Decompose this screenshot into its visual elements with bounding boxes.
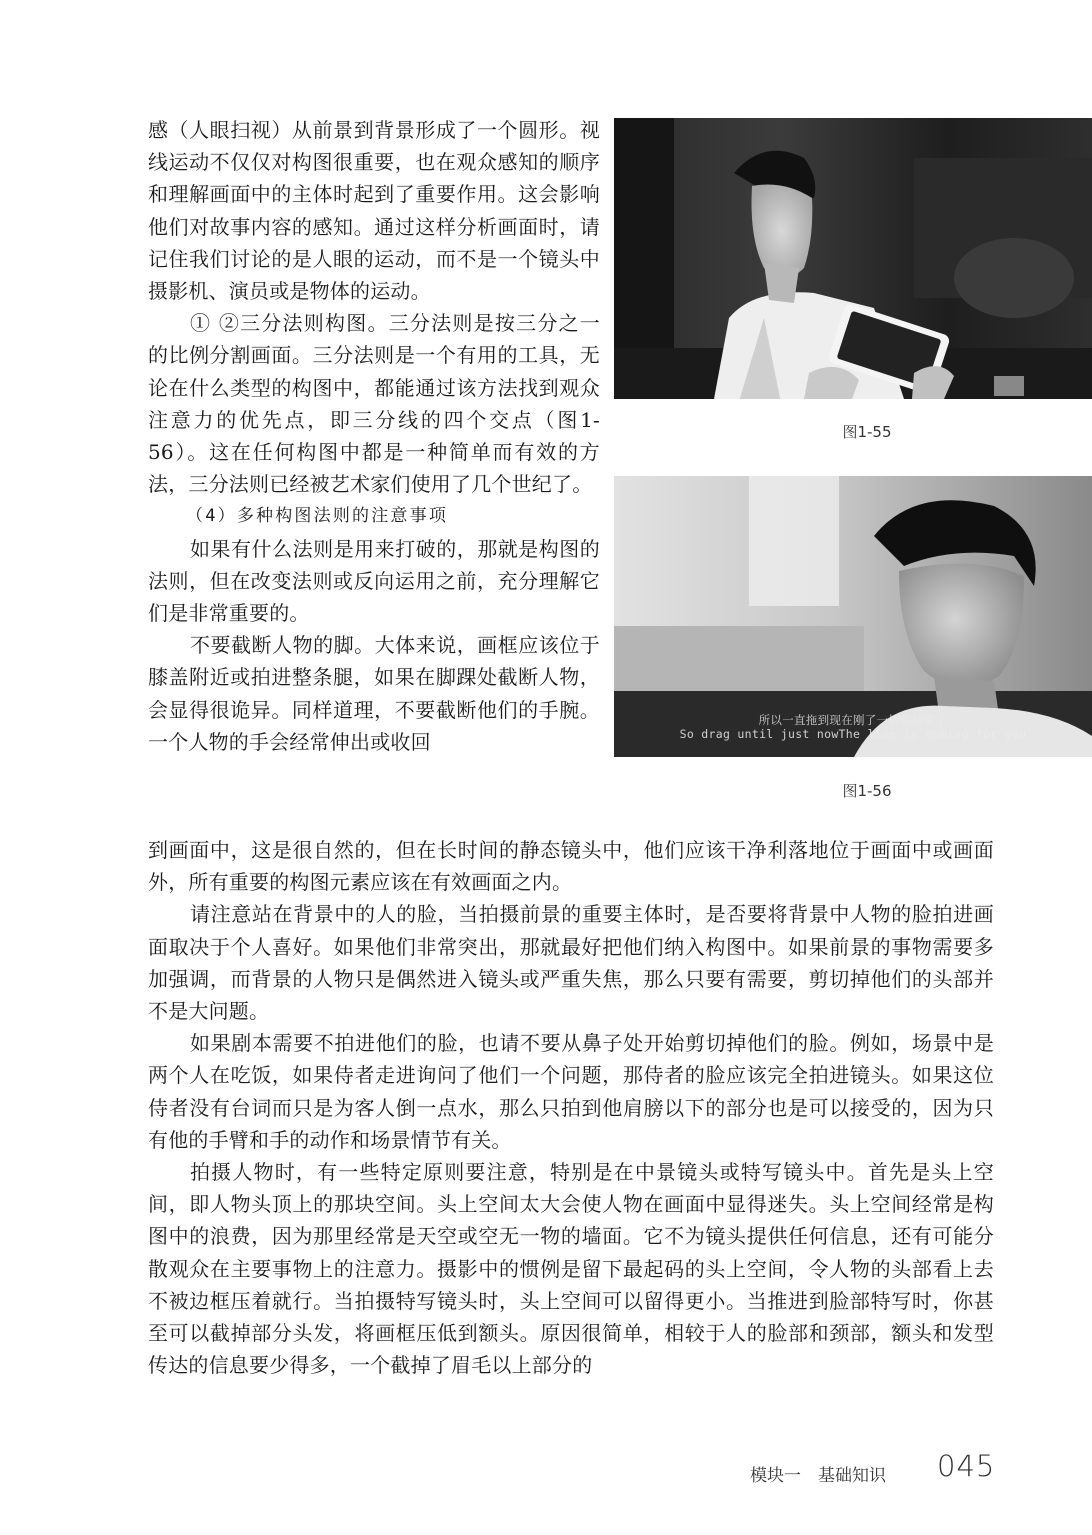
figure-1-56-photo: [614, 476, 1092, 757]
paragraph-breaking-rules: 如果有什么法则是用来打破的，那就是构图的法则，但在改变法则或反向运用之前，充分理解它们是非常重要的。: [148, 536, 600, 626]
figure-1-55-photo: [614, 118, 1092, 399]
paragraph-eye-movement: 感（人眼扫视）从前景到背景形成了一个圆形。视线运动不仅仅对构图很重要，也在观众感知的顺序和理解画面中的主体时起到了重要作用。这会影响他们对故事内容的感知。通过这样分析画面时，请记住我们讨论的是人眼的运动，而不是一个镜头中摄影机、演员或是物体的运动。: [148, 118, 600, 304]
footer-module-label: 模块一 基础知识: [750, 1466, 886, 1486]
paragraph-feet-cutoff-end: 到画面中，这是很自然的，但在长时间的静态镜头中，他们应该干净利落地位于画面中或画面外，所有重要的构图元素应该在有效画面之内。: [148, 838, 994, 895]
paragraph-background-faces: 请注意站在背景中的人的脸，当拍摄前景的重要主体时，是否要将背景中人物的脸拍进画面取决于个人喜好。如果他们非常突出，那就最好把他们纳入构图中。如果前景的事物需要多加强调，而背景的人物只是偶然进入镜头或严重失焦，那么只要有需要，剪切掉他们的头部并不是大问题。: [148, 902, 994, 1024]
paragraph-headroom: 拍摄人物时，有一些特定原则要注意，特别是在中景镜头或特写镜头中。首先是头上空间，即人物头顶上的那块空间。头上空间太大会使人物在画面中显得迷失。头上空间经常是构图中的浪费，因为那里经常是天空或空无一物的墙面。它不为镜头提供任何信息，还有可能分散观众在主要事物上的注意力。摄影中的惯例是留下最起码的头上空间，令人物的头部看上去不被边框压着就行。当拍摄特写镜头时，头上空间可以留得更小。当推进到脸部特写时，你甚至可以截掉部分头发，将画框压低到额头。原因很简单，相较于人的脸部和颈部，额头和发型传达的信息要少得多，一个截掉了眉毛以上部分的: [148, 1160, 994, 1378]
paragraph-script-faces: 如果剧本需要不拍进他们的脸，也请不要从鼻子处开始剪切掉他们的脸。例如，场景中是两个人在吃饭，如果侍者走进询问了他们一个问题，那侍者的脸应该完全拍进镜头。如果这位侍者没有台词而只是为客人倒一点水，那么只拍到他肩膀以下的部分也是可以接受的，因为只有他的手臂和手的动作和场景情节有关。: [148, 1031, 994, 1152]
narrow-text-column: [148, 114, 600, 758]
page-number: 045: [937, 1449, 996, 1483]
figure-1-55-caption: 图1-55: [842, 423, 892, 441]
wide-text-column: [148, 834, 994, 1381]
subtitle-english: So drag until just nowThe line is coming for you: [679, 727, 1027, 741]
subtitle-chinese: 所以一直拖到现在刚了一切都结束了: [758, 713, 948, 727]
paragraph-feet-cutoff-start: 不要截断人物的脚。大体来说，画框应该位于膝盖附近或拍进整条腿，如果在脚踝处截断人物，会显得很诡异。同样道理，不要截断他们的手腕。一个人物的手会经常伸出或收回: [148, 633, 600, 754]
figure-1-56-caption: 图1-56: [842, 782, 892, 800]
paragraph-rule-of-thirds: ① ②三分法则构图。三分法则是按三分之一的比例分割画面。三分法则是一个有用的工具，无论在什么类型的构图中，都能通过该方法找到观众注意力的优先点，即三分线的四个交点（图1-56）。这在任何构图中都是一种简单而有效的方法，三分法则已经被艺术家们使用了几个世纪了。: [148, 311, 600, 497]
section-heading-4: （4）多种构图法则的注意事项: [186, 506, 449, 527]
